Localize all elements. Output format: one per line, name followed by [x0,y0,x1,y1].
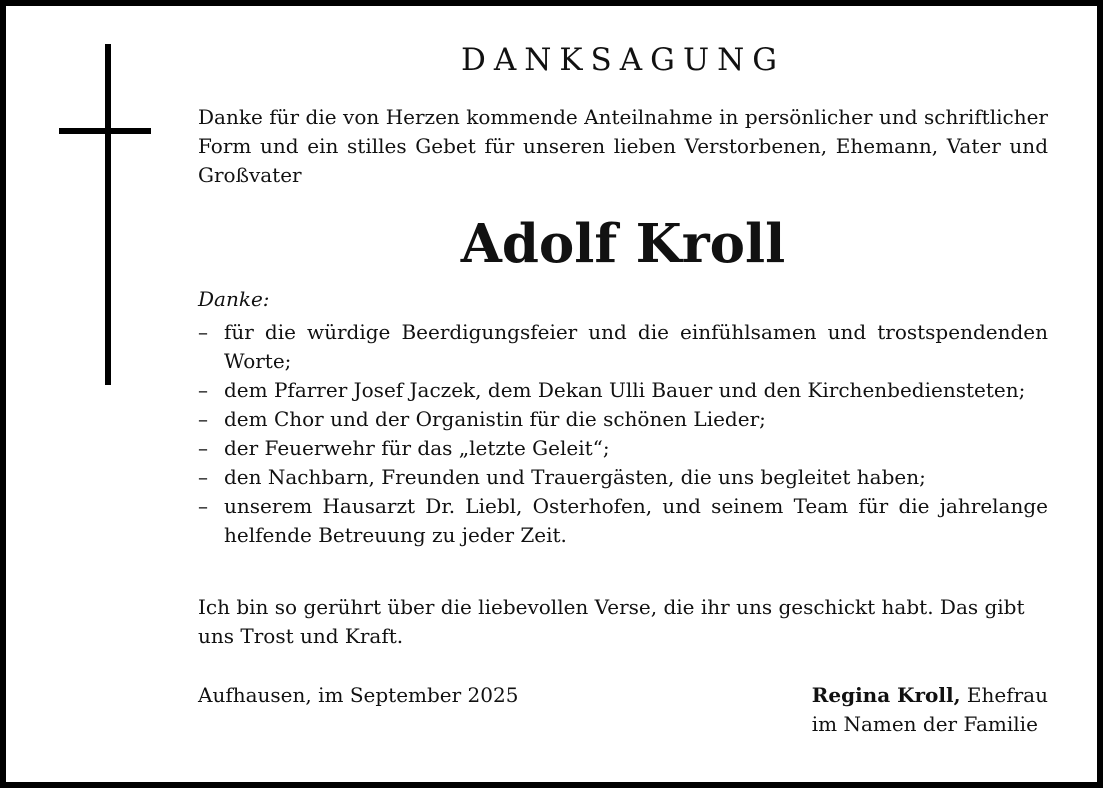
signature-block [812,681,1048,739]
list-dash: – [198,436,208,460]
intro-text: Danke für die von Herzen kommende Anteilnahme in persönlicher und schriftlicher Form und ein stilles Gebet für unseren lieben Verstorbenen, Ehemann, Vater und Großvater [198,105,1048,187]
place-date: Aufhausen, im September 2025 [198,683,519,707]
list-dash: – [198,378,208,402]
cross-icon-vertical-bar [105,44,111,385]
list-dash: – [198,494,208,518]
list-item-text: unserem Hausarzt Dr. Liebl, Osterhofen, und seinem Team für die jahrelange helfende Betreuung zu jeder Zeit. [224,494,1048,547]
list-item-text: dem Pfarrer Josef Jaczek, dem Dekan Ulli Bauer und den Kirchenbediensteten; [224,378,1026,402]
list-item [198,405,1048,434]
list-item [198,376,1048,405]
list-item-text: der Feuerwehr für das „letzte Geleit“; [224,436,610,460]
notice-heading: DANKSAGUNG [461,42,785,78]
thanks-list [198,318,1048,550]
list-item [198,318,1048,376]
signature-line-2: im Namen der Familie [811,712,1038,736]
signature-line-1 [812,681,1048,710]
thanks-label: Danke: [198,287,270,311]
list-item [198,492,1048,550]
signature-name: Regina Kroll, [811,683,961,707]
signature-role: Ehefrau [966,683,1048,707]
cross-icon-horizontal-bar [59,128,151,134]
list-item-text: dem Chor und der Organistin für die schönen Lieder; [224,407,766,431]
list-item-text: für die würdige Beerdigungsfeier und die einfühlsamen und trostspendenden Worte; [224,320,1048,373]
list-dash: – [198,320,208,344]
list-item [198,463,1048,492]
list-dash: – [198,407,208,431]
list-dash: – [198,465,208,489]
list-item [198,434,1048,463]
closing-text: Ich bin so gerührt über die liebevollen Verse, die ihr uns geschickt habt. Das gibt uns Trost und Kraft. [198,595,1025,648]
list-item-text: den Nachbarn, Freunden und Trauergästen, die uns begleitet haben; [224,465,926,489]
deceased-name: Adolf Kroll [460,213,786,275]
